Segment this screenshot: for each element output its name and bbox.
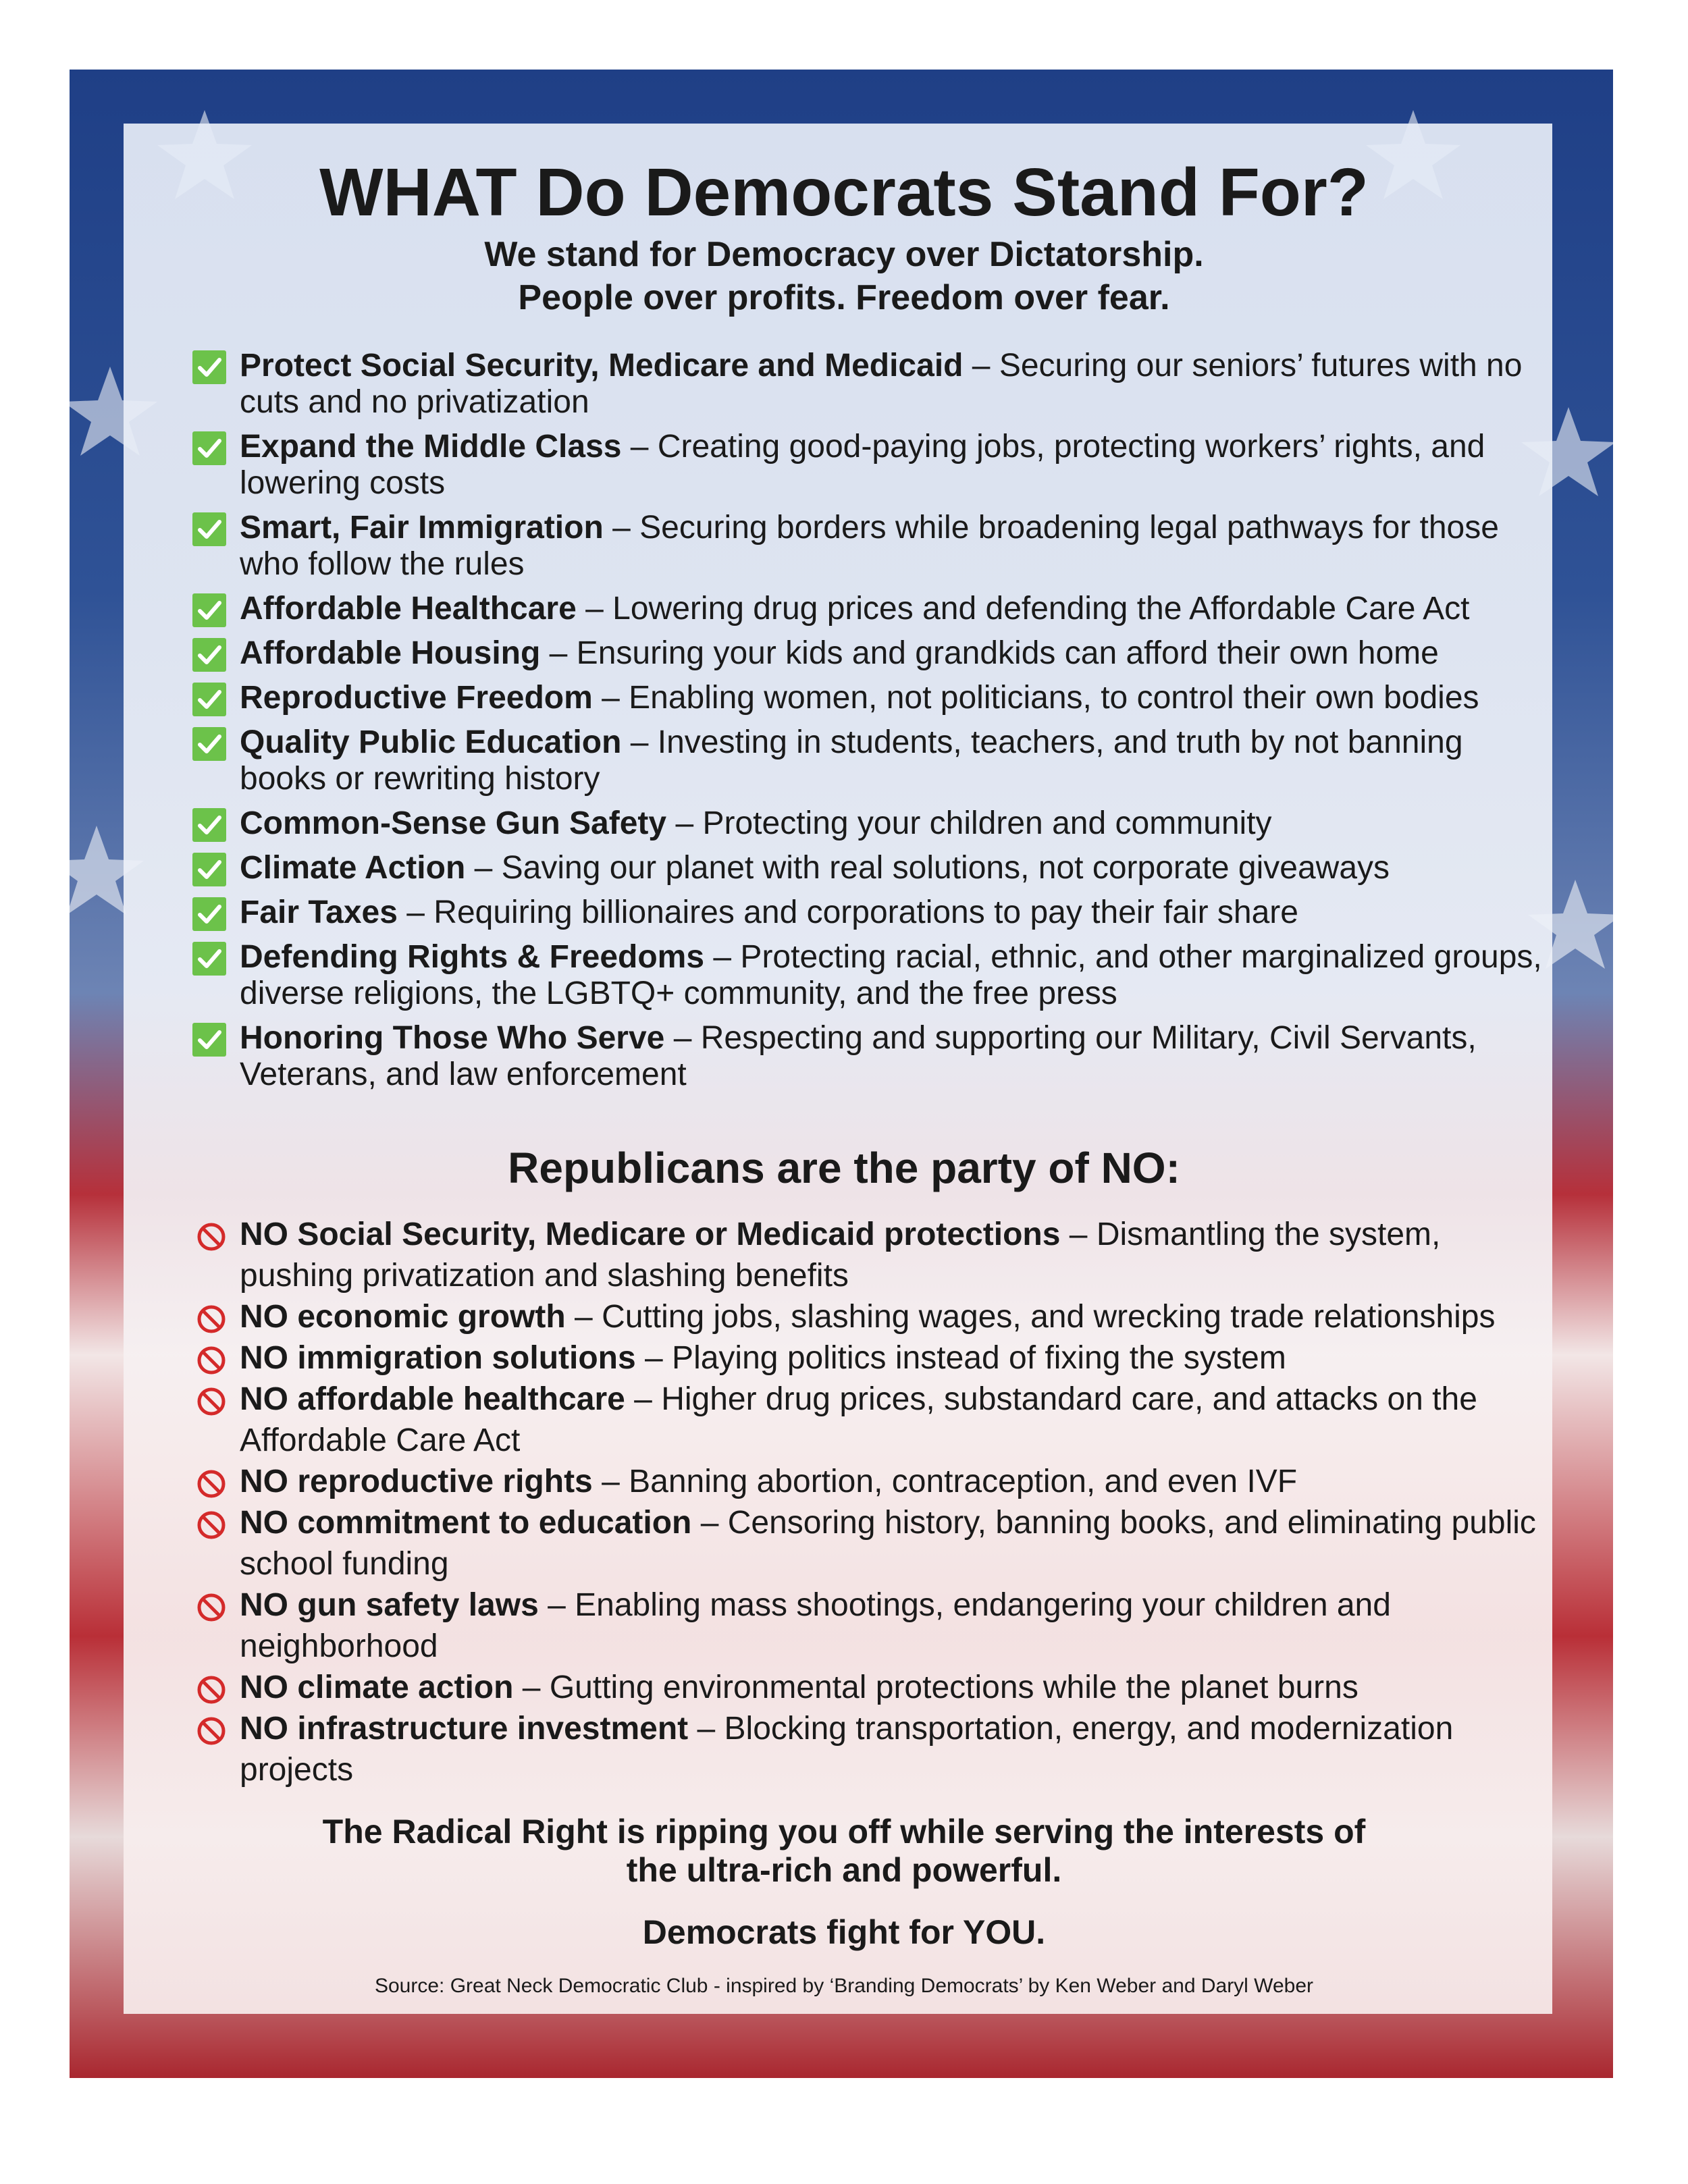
checkmark-icon — [192, 431, 226, 465]
checkmark-icon — [192, 593, 226, 627]
prohibited-icon — [196, 1344, 226, 1374]
checkmark-icon — [192, 808, 226, 842]
item-description: – Playing politics instead of fixing the system — [635, 1340, 1286, 1376]
republican-item — [192, 1708, 1543, 1790]
checkmark-icon — [192, 512, 226, 546]
item-heading: Smart, Fair Immigration — [240, 510, 604, 545]
item-heading: NO gun safety laws — [240, 1587, 539, 1623]
item-description: – Banning abortion, contraception, and even IVF — [592, 1464, 1298, 1499]
item-heading: NO infrastructure investment — [240, 1711, 689, 1747]
democrat-item — [192, 429, 1543, 502]
prohibited-icon — [196, 1715, 226, 1744]
democrat-item — [192, 850, 1543, 886]
item-heading: Expand the Middle Class — [240, 429, 622, 464]
item-description: – Enabling women, not politicians, to control their own bodies — [592, 680, 1479, 716]
source-credit: Source: Great Neck Democratic Club - inspired by ‘Branding Democrats’ by Ken Weber and Daryl Weber — [374, 1975, 1314, 1997]
item-heading: Affordable Housing — [240, 635, 541, 671]
item-description: – Requiring billionaires and corporations to pay their fair share — [397, 895, 1298, 930]
democrat-item — [192, 895, 1543, 931]
item-heading: Fair Taxes — [240, 895, 398, 930]
democrat-item — [192, 805, 1543, 842]
republican-item — [192, 1337, 1543, 1379]
democrat-item — [192, 348, 1543, 421]
item-description: – Investing in students, teachers, and truth by not banning books or rewriting history — [240, 724, 1463, 797]
item-description: – Saving our planet with real solutions, not corporate giveaways — [465, 850, 1390, 886]
item-description: – Lowering drug prices and defending the Affordable Care Act — [576, 591, 1470, 627]
republican-list — [192, 1214, 1543, 1790]
republican-heading: Republicans are the party of NO: — [508, 1144, 1180, 1192]
democrat-list — [192, 348, 1543, 1101]
prohibited-icon — [196, 1674, 226, 1703]
item-description: – Gutting environmental protections while the planet burns — [513, 1670, 1359, 1705]
prohibited-icon — [196, 1468, 226, 1497]
item-heading: NO reproductive rights — [240, 1464, 593, 1499]
checkmark-icon — [192, 1023, 226, 1057]
item-heading: NO immigration solutions — [240, 1340, 636, 1376]
democrat-item — [192, 1020, 1543, 1093]
democrat-item — [192, 939, 1543, 1012]
democrat-item — [192, 591, 1543, 627]
item-heading: Climate Action — [240, 850, 466, 886]
checkmark-icon — [192, 897, 226, 931]
item-heading: Honoring Those Who Serve — [240, 1020, 665, 1056]
subtitle-line: We stand for Democracy over Dictatorship. — [484, 235, 1204, 274]
item-description: – Respecting and supporting our Military, Civil Servants, Veterans, and law enforcement — [240, 1020, 1477, 1092]
closing-line: The Radical Right is ripping you off while serving the interests of — [322, 1813, 1366, 1850]
prohibited-icon — [196, 1591, 226, 1621]
item-description: – Dismantling the system, pushing privatization and slashing benefits — [240, 1217, 1441, 1294]
item-heading: NO commitment to education — [240, 1505, 692, 1541]
item-description: – Enabling mass shootings, endangering your children and neighborhood — [240, 1587, 1391, 1664]
checkmark-icon — [192, 683, 226, 716]
republican-item — [192, 1296, 1543, 1337]
item-heading: NO affordable healthcare — [240, 1381, 625, 1417]
item-heading: Quality Public Education — [240, 724, 622, 760]
item-description: – Higher drug prices, substandard care, and attacks on the Affordable Care Act — [240, 1381, 1477, 1458]
item-heading: Common-Sense Gun Safety — [240, 805, 667, 841]
republican-item — [192, 1502, 1543, 1584]
republican-item — [192, 1379, 1543, 1461]
democrat-item — [192, 635, 1543, 672]
checkmark-icon — [192, 942, 226, 976]
prohibited-icon — [196, 1221, 226, 1250]
prohibited-icon — [196, 1303, 226, 1333]
republican-item — [192, 1584, 1543, 1667]
democrat-item — [192, 510, 1543, 583]
subtitle-line: People over profits. Freedom over fear. — [518, 278, 1170, 317]
prohibited-icon — [196, 1385, 226, 1415]
item-description: – Protecting your children and community — [666, 805, 1272, 841]
page-title: WHAT Do Democrats Stand For? — [319, 155, 1369, 230]
item-description: – Creating good-paying jobs, protecting workers’ rights, and lowering costs — [240, 429, 1485, 501]
fight-line: Democrats fight for YOU. — [642, 1913, 1046, 1951]
checkmark-icon — [192, 638, 226, 672]
prohibited-icon — [196, 1509, 226, 1539]
item-description: – Censoring history, banning books, and eliminating public school funding — [240, 1505, 1536, 1582]
item-description: – Ensuring your kids and grandkids can afford their own home — [540, 635, 1439, 671]
republican-item — [192, 1214, 1543, 1296]
item-description: – Protecting racial, ethnic, and other marginalized groups, diverse religions, the LGBTQ+ community, and the free press — [240, 939, 1542, 1011]
republican-item — [192, 1667, 1543, 1708]
item-heading: NO economic growth — [240, 1299, 566, 1335]
checkmark-icon — [192, 727, 226, 761]
item-description: – Securing our seniors’ futures with no cuts and no privatization — [240, 348, 1523, 420]
democrat-item — [192, 680, 1543, 716]
closing-line: the ultra-rich and powerful. — [626, 1851, 1062, 1889]
item-heading: NO Social Security, Medicare or Medicaid protections — [240, 1217, 1061, 1252]
democrat-item — [192, 724, 1543, 797]
item-heading: Protect Social Security, Medicare and Medicaid — [240, 348, 964, 383]
item-description: – Cutting jobs, slashing wages, and wrecking trade relationships — [565, 1299, 1496, 1335]
subtitle — [0, 233, 1688, 319]
checkmark-icon — [192, 350, 226, 384]
checkmark-icon — [192, 853, 226, 886]
closing-statement — [0, 1813, 1688, 1890]
item-heading: Defending Rights & Freedoms — [240, 939, 705, 975]
republican-item — [192, 1461, 1543, 1502]
item-heading: Reproductive Freedom — [240, 680, 593, 716]
item-heading: Affordable Healthcare — [240, 591, 577, 627]
item-description: – Securing borders while broadening legal pathways for those who follow the rules — [240, 510, 1499, 582]
item-heading: NO climate action — [240, 1670, 514, 1705]
item-description: – Blocking transportation, energy, and modernization projects — [240, 1711, 1454, 1788]
